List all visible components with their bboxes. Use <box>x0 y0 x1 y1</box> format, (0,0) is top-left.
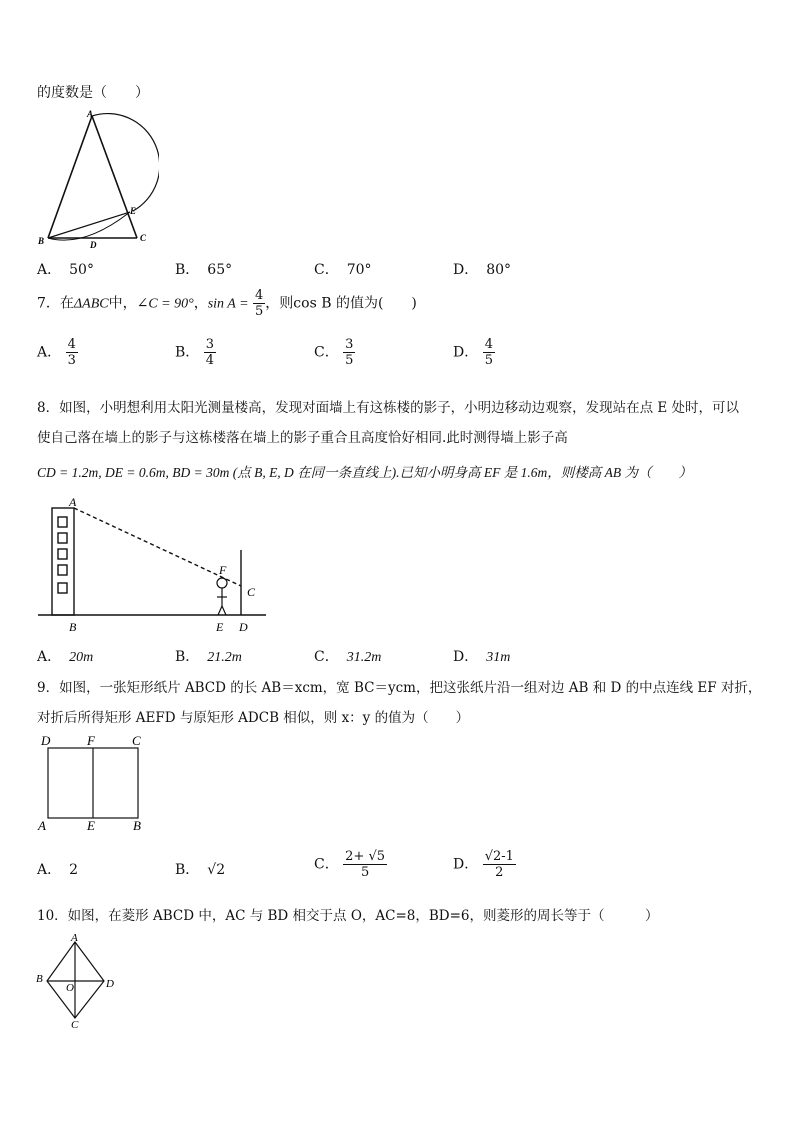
q7-option-b: B． $\frac{3}{4}$ <box>175 337 215 368</box>
q10-label-o: O <box>66 982 74 994</box>
q8-window-2 <box>58 533 67 543</box>
q6-label-d: D <box>90 240 97 250</box>
q9-line2: 对折后所得矩形 AEFD 与原矩形 ADCB 相似，则 x：y 的值为（ ） <box>37 710 470 726</box>
q8-window-3 <box>58 549 67 559</box>
q6-option-a: A． 50° <box>37 262 94 278</box>
q8-line3: CD = 1.2m, DE = 0.6m, BD = 30m (点 B, E, D 在同一条直线上).已知小明身高 EF 是 1.6m，则楼高 AB 为（ ） <box>37 465 693 480</box>
q9-label-b: B <box>133 818 141 833</box>
q9-label-f: F <box>87 733 95 748</box>
q9-line1: 9．如图，一张矩形纸片 ABCD 的长 AB＝xcm，宽 BC＝ycm，把这张纸片沿一组对边 AB 和 D 的中点连线 EF 对折， <box>37 680 762 696</box>
q8-option-c: C． 31.2m <box>314 649 382 665</box>
q6-label-c: C <box>140 233 147 243</box>
q8-figure <box>36 494 268 634</box>
q8-line2: 使自己落在墙上的影子与这栋楼落在墙上的影子重合且高度恰好相同.此时测得墙上影子高 <box>37 430 568 446</box>
q6-label-e: E <box>130 206 137 216</box>
q8-person-leg-left <box>218 606 222 615</box>
q6-label-b: B <box>38 236 45 246</box>
q8-label-d: D <box>239 620 248 634</box>
q10-figure <box>34 930 120 1030</box>
q8-label-e: E <box>216 620 224 634</box>
q6-arc <box>92 114 159 211</box>
q9-option-a: A． 2 <box>37 862 79 878</box>
q9-figure <box>36 731 156 835</box>
q10-label-d: D <box>106 978 114 990</box>
q9-label-d: D <box>41 733 51 748</box>
q6-figure <box>34 108 159 250</box>
q9-option-c: C． $\frac{2+ √5}{5}$ <box>314 849 386 880</box>
q7-option-c: C． $\frac{3}{5}$ <box>314 337 354 368</box>
q8-window-5 <box>58 583 67 593</box>
q8-option-d: D． 31m <box>453 649 511 665</box>
q8-option-a: A． 20m <box>37 649 94 665</box>
q10-label-b: B <box>36 973 43 985</box>
q8-label-c: C <box>247 585 256 599</box>
q8-person-leg-right <box>222 606 226 615</box>
q8-label-f: F <box>219 563 227 577</box>
q9-label-c: C <box>132 733 141 748</box>
q8-label-b: B <box>69 620 77 634</box>
q6-segment-be <box>48 212 130 238</box>
q8-option-b: B． 21.2m <box>175 649 242 665</box>
q6-option-d: D． 80° <box>453 262 512 278</box>
q8-building <box>52 508 74 615</box>
q7-option-d: D． $\frac{4}{5}$ <box>453 337 493 368</box>
q8-person-head <box>217 578 227 588</box>
q8-label-a: A <box>69 495 77 509</box>
q6-label-a: A <box>87 109 94 119</box>
q8-line1: 8．如图，小明想利用太阳光测量楼高，发现对面墙上有这栋楼的影子，小明边移动边观察，发现站在点 E 处时，可以 <box>37 400 740 416</box>
q6-option-c: C． 70° <box>314 262 372 278</box>
q6-side-ac <box>92 116 137 238</box>
q9-option-b: B． √2 <box>175 862 226 878</box>
q7-sin-fraction: $\frac{4}{5}$ <box>255 288 264 319</box>
q7-stem: 7．在ΔABC中，∠C = 90°，sin A = $\frac{4}{5}$ ，则cos B 的值为( ) <box>37 288 417 319</box>
q6-option-b: B． 65° <box>175 262 233 278</box>
q9-label-e: E <box>87 818 95 833</box>
q10-label-a: A <box>71 932 78 944</box>
q9-label-a: A <box>38 818 46 833</box>
q8-window-4 <box>58 565 67 575</box>
q6-tail-text: 的度数是（ ） <box>37 85 149 101</box>
q8-window-1 <box>58 517 67 527</box>
q10-label-c: C <box>71 1019 79 1030</box>
q8-sun-ray <box>74 508 241 586</box>
q7-option-a: A． $\frac{4}{3}$ <box>37 337 76 368</box>
q6-side-ab <box>48 116 92 238</box>
q10-line1: 10．如图，在菱形 ABCD 中，AC 与 BD 相交于点 O，AC=8，BD=6，则菱形的周长等于（ ） <box>37 908 659 924</box>
q9-option-d: D． $\frac{√2-1}{2}$ <box>453 849 514 880</box>
